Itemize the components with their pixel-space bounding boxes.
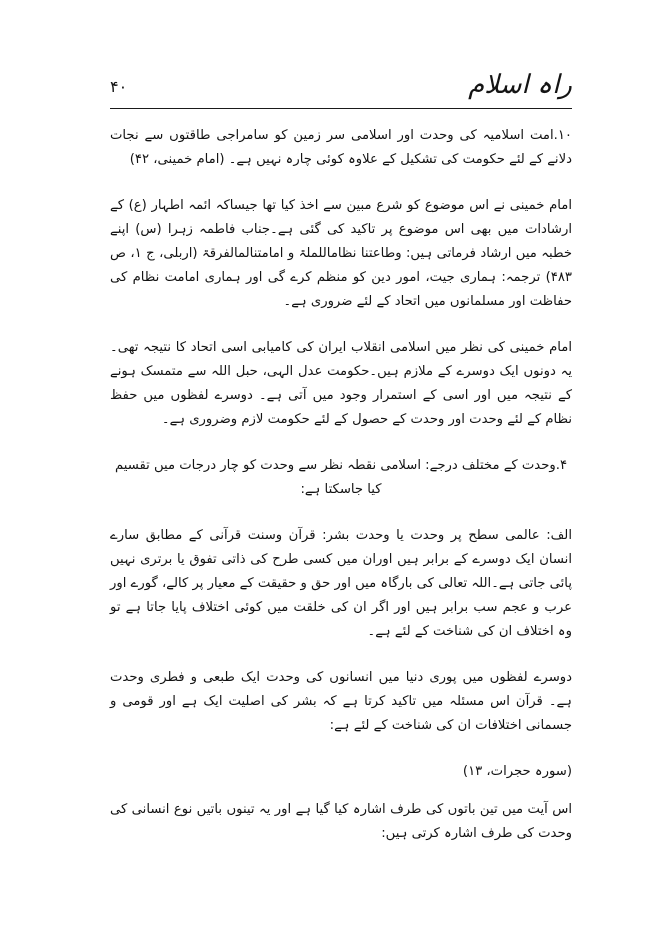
paragraph-revolution-unity: امام خمینی کی نظر میں اسلامی انقلاب ایران کی کامیابی اسی اتحاد کا نتیجہ تھی۔ یہ دونوں ایک دوسرے کے ملازم ہیں۔حکومت عدل الہی، حبل اللہ سے متمسک ہونے کے نتیجہ میں اور اسی کے استمرار وجود میں آتی ہے۔ دوسرے لفظوں میں حفظ نظام کے لئے وحدت اور وحدت کے حصول کے لئے حکومت لازم وضروری ہے۔ [110, 340, 572, 427]
paragraph-verse-points: اس آیت میں تین باتوں کی طرف اشارہ کیا گیا ہے اور یہ تینوں باتیں نوع انسانی کی وحدت کی طرف اشارہ کرتی ہیں: [110, 802, 572, 841]
paragraph-natural-unity: دوسرے لفظوں میں پوری دنیا میں انسانوں کی وحدت ایک طبعی و فطری وحدت ہے۔ قرآن اس مسئلہ میں تاکید کرتا ہے کہ بشر کی اصلیت ایک ہے اور قومی و جسمانی اختلافات ان کی شناخت کے لئے ہے: [110, 670, 572, 733]
paragraph-point-10: ۱۰.امت اسلامیہ کی وحدت اور اسلامی سر زمین کو سامراجی طاقتوں سے نجات دلانے کے لئے حکومت کی تشکیل کے علاوہ کوئی چارہ نہیں ہے۔ (امام خمینی، ۴۲) [110, 128, 572, 167]
quran-reference: (سورہ حجرات، ۱۳) [462, 764, 572, 779]
paragraph-global-unity: الف: عالمی سطح پر وحدت یا وحدت بشر: قرآن وسنت قرآنی کے مطابق سارے انسان ایک دوسرے کے برابر ہیں اوران میں کسی طرح کی ذاتی تفوق یا برتری نہیں پائی جاتی ہے۔اللہ تعالی کی بارگاہ میں اور حق و حقیقت کے معیار پر کالے، گورے اور عرب و عجم سب برابر ہیں اور اگر ان کی خلقت میں کوئی اختلاف پایا جاتا ہے تو وہ اختلاف ان کی شناخت کے لئے ہے۔ [110, 528, 572, 639]
running-title: راہ اسلام [468, 70, 572, 100]
paragraph-fatima-sermon: امام خمینی نے اس موضوع کو شرع مبین سے اخذ کیا تھا جیساکہ ائمہ اطہار (ع) کے ارشادات میں بھی اس موضوع پر تاکید کی گئی ہے۔جناب فاطمہ زہرا (س) اپنے خطبہ میں ارشاد فرماتی ہیں: وطاعتنا نظاماللملۃ و امامتنالمالفرقۃ (اربلی، ج ۱، ص ۴۸۳) ترجمہ: ہماری جیت، امور دین کو منظم کرے گی اور ہماری امامت نظام کی حفاظت اور مسلمانوں میں اتحاد کے لئے ضروری ہے۔ [110, 198, 572, 309]
page-header [110, 66, 572, 112]
header-rule [110, 108, 572, 109]
page-number: ۴۰ [110, 77, 128, 96]
paragraph-section-4-heading: ۴.وحدت کے مختلف درجے: اسلامی نقطہ نظر سے وحدت کو چار درجات میں تقسیم کیا جاسکتا ہے: [114, 458, 568, 497]
page-body [110, 124, 572, 868]
